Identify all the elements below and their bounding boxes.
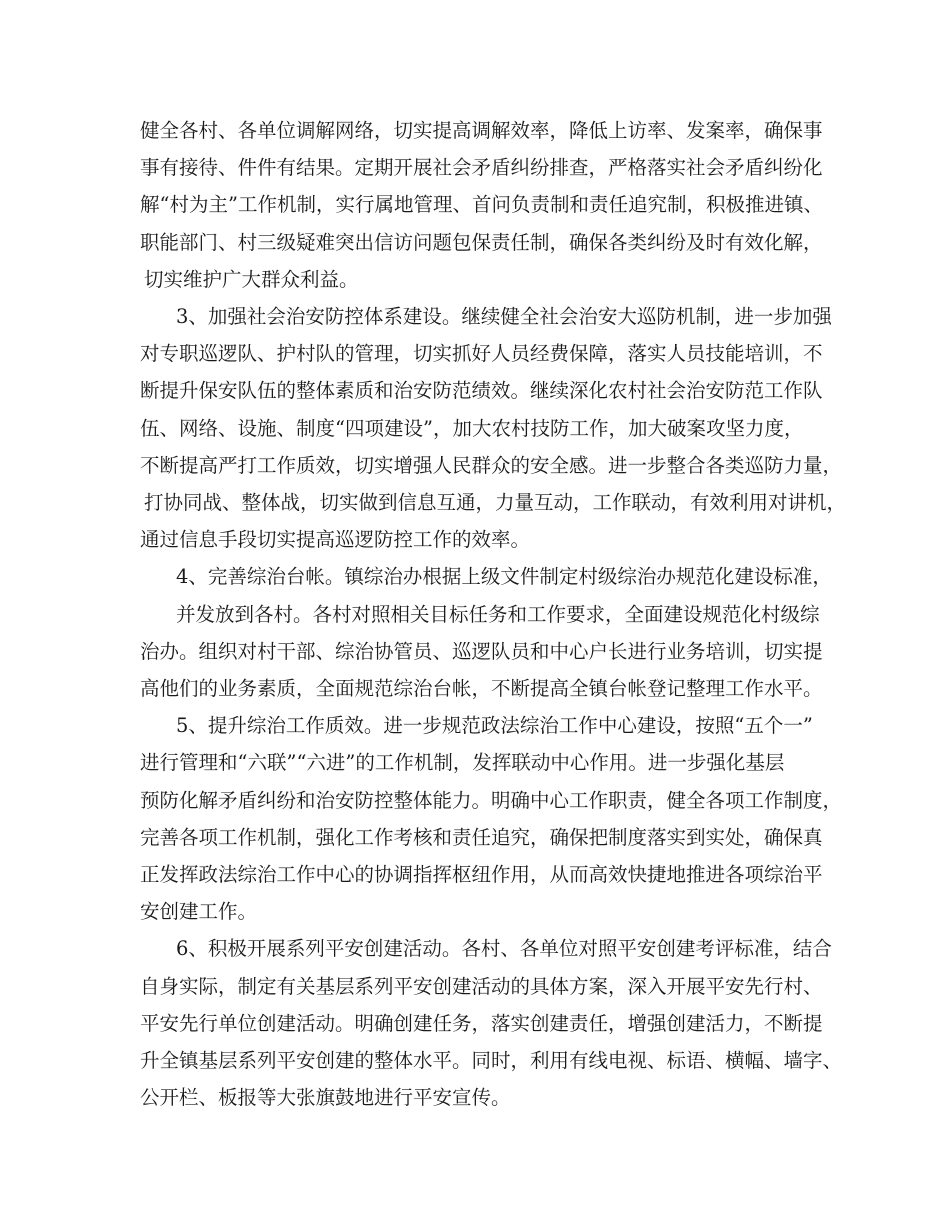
text-line: 完善各项工作机制，强化工作考核和责任追究，确保把制度落实到实处，确保真 (140, 825, 823, 849)
text-line: 不断提高严打工作质效，切实增强人民群众的安全感。进一步整合各类巡防力量， (140, 453, 843, 477)
text-line: 职能部门、村三级疑难突出信访问题包保责任制，确保各类纠纷及时有效化解， (140, 230, 823, 254)
text-line: 健全各村、各单位调解网络，切实提高调解效率，降低上访率、发案率，确保事 (140, 119, 823, 142)
text-line: 切实维护广大群众利益。 (144, 267, 359, 291)
paragraph-security-system (140, 298, 847, 558)
text-line: 6、积极开展系列平安创建活动。各村、各单位对照平安创建考评标准，结合 (176, 937, 832, 961)
text-line: 并发放到各村。各村对照相关目标任务和工作要求，全面建设规范化村级综 (176, 602, 820, 626)
text-line: 升全镇基层系列平安创建的整体水平。同时，利用有线电视、标语、横幅、墙字、 (140, 1049, 843, 1073)
text-line: 进行管理和“六联”“六进”的工作机制，发挥联动中心作用。进一步强化基层 (140, 751, 785, 775)
text-line: 事有接待、件件有结果。定期开展社会矛盾纠纷排查，严格落实社会矛盾纠纷化 (140, 156, 823, 180)
text-line: 5、提升综治工作质效。进一步规范政法综治工作中心建设，按照“五个一” (176, 714, 813, 738)
paragraph-work-quality (140, 707, 843, 930)
document-body (140, 112, 847, 1116)
text-line: 对专职巡逻队、护村队的管理，切实抓好人员经费保障，落实人员技能培训，不 (140, 342, 823, 366)
text-line: 治办。组织对村干部、综治协管员、巡逻队员和中心户长进行业务培训，切实提 (140, 639, 823, 663)
paragraph-safety-activities (140, 930, 843, 1116)
text-line: 伍、网络、设施、制度“四项建设”，加大农村技防工作，加大破案攻坚力度， (140, 416, 804, 440)
text-line: 自身实际，制定有关基层系列平安创建活动的具体方案，深入开展平安先行村、 (140, 974, 823, 998)
text-line: 4、完善综治台帐。镇综治办根据上级文件制定村级综治办规范化建设标准， (176, 565, 832, 589)
text-line: 安创建工作。 (140, 900, 258, 924)
text-line: 预防化解矛盾纠纷和治安防控整体能力。明确中心工作职责，健全各项工作制度， (140, 788, 843, 812)
text-line: 公开栏、板报等大张旗鼓地进行平安宣传。 (140, 1086, 511, 1110)
text-line: 高他们的业务素质，全面规范综治台帐，不断提高全镇台帐登记整理工作水平。 (140, 677, 823, 701)
text-line: 打协同战、整体战，切实做到信息互通，力量互动，工作联动，有效利用对讲机， (144, 491, 847, 515)
text-line: 通过信息手段切实提高巡逻防控工作的效率。 (140, 528, 531, 552)
text-line: 正发挥政法综治工作中心的协调指挥枢纽作用，从而高效快捷地推进各项综治平 (140, 863, 823, 887)
text-line: 平安先行单位创建活动。明确创建任务，落实创建责任，增强创建活力，不断提 (140, 1011, 823, 1035)
paragraph-mediation-network (140, 112, 823, 298)
text-line: 3、加强社会治安防控体系建设。继续健全社会治安大巡防机制，进一步加强 (176, 305, 832, 329)
text-line: 解“村为主”工作机制，实行属地管理、首问负责制和责任追究制，积极推进镇、 (140, 193, 823, 217)
text-line: 断提升保安队伍的整体素质和治安防范绩效。继续深化农村社会治安防范工作队 (140, 379, 823, 403)
paragraph-ledger (140, 558, 832, 707)
